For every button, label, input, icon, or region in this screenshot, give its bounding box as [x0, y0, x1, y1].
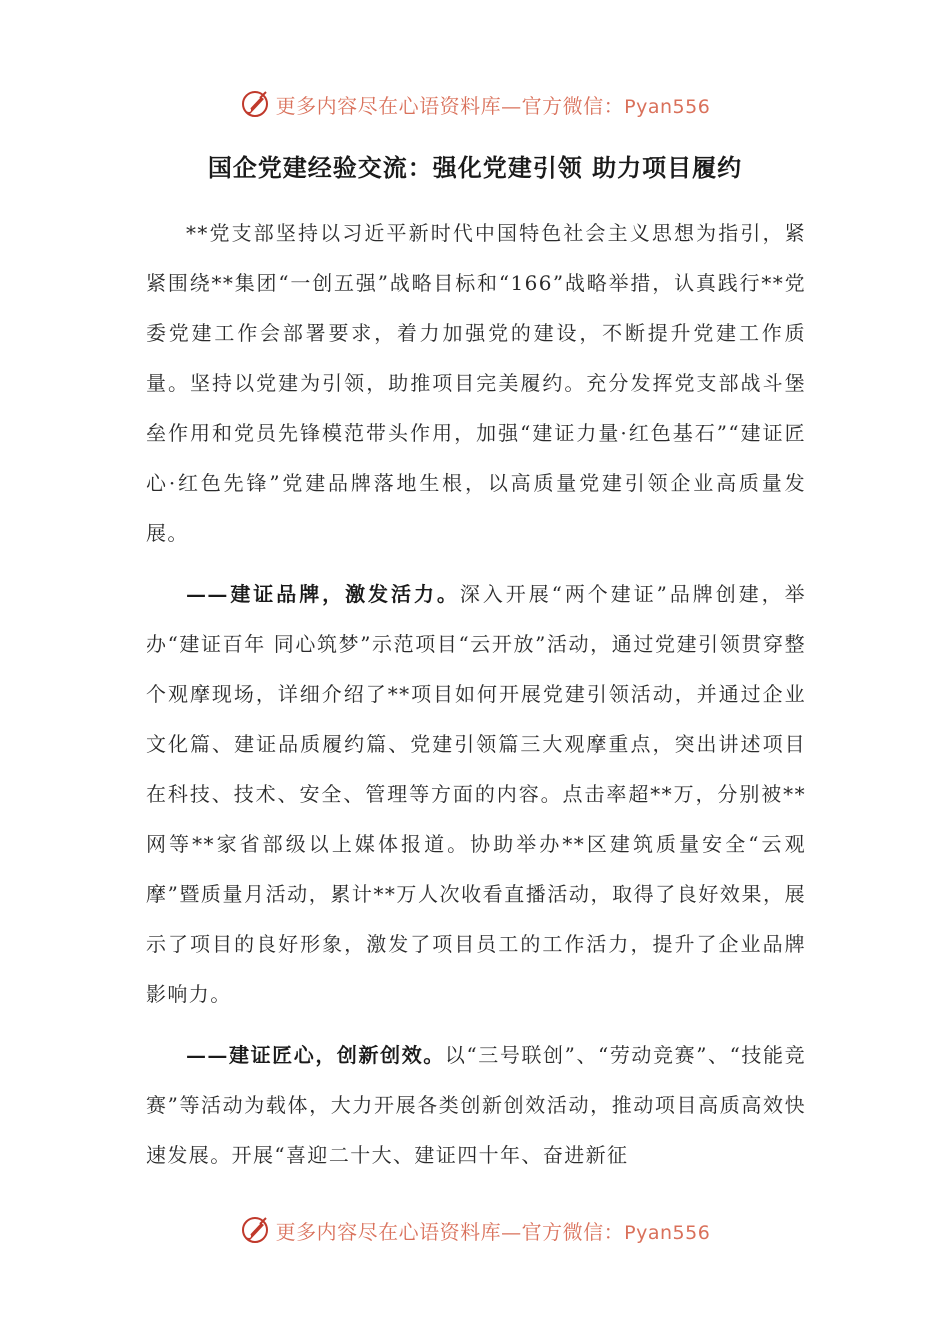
- paragraph-body: 深入开展“两个建证”品牌创建，举办“建证百年 同心筑梦”示范项目“云开放”活动，通过党建引领贯穿整个观摩现场，详细介绍了**项目如何开展党建引领活动，并通过企业文化篇、建证品质履约篇、党建引领篇三大观摩重点，突出讲述项目在科技、技术、安全、管理等方面的内容。点击率超**万，分别被**网等**家省部级以上媒体报道。协助举办**区建筑质量安全“云观摩”暨质量月活动，累计**万人次收看直播活动，取得了良好效果，展示了项目的良好形象，激发了项目员工的工作活力，提升了企业品牌影响力。: [146, 582, 806, 1006]
- document-title: 国企党建经验交流：强化党建引领 助力项目履约: [207, 153, 743, 182]
- quill-pen-icon: [240, 1215, 270, 1245]
- paragraph-brand: [146, 569, 806, 1019]
- banner-handle: Pyan556: [624, 95, 711, 118]
- footer-watermark-banner: [0, 1210, 950, 1250]
- banner-text: 更多内容尽在心语资料库—官方微信：Pyan556: [275, 1219, 711, 1244]
- paragraph-body: 以“三号联创”、“劳动竞赛”、“技能竞赛”等活动为载体，大力开展各类创新创效活动，推动项目高质高效快速发展。开展“喜迎二十大、建证四十年、奋进新征: [146, 1043, 806, 1167]
- paragraph-intro: [146, 208, 806, 558]
- header-watermark-banner: [0, 84, 950, 124]
- quill-pen-icon: [240, 89, 270, 119]
- paragraph-body: **党支部坚持以习近平新时代中国特色社会主义思想为指引，紧紧围绕**集团“一创五强”战略目标和“166”战略举措，认真践行**党委党建工作会部署要求，着力加强党的建设，不断提升党建工作质量。坚持以党建为引领，助推项目完美履约。充分发挥党支部战斗堡垒作用和党员先锋模范带头作用，加强“建证力量·红色基石”“建证匠心·红色先锋”党建品牌落地生根，以高质量党建引领企业高质量发展。: [146, 221, 806, 545]
- paragraph-craftsmanship: [146, 1030, 806, 1180]
- banner-text: 更多内容尽在心语资料库—官方微信：Pyan556: [275, 93, 711, 118]
- banner-handle: Pyan556: [624, 1221, 711, 1244]
- paragraph-lead: ——建证匠心，创新创效。: [186, 1043, 445, 1067]
- document-body: [146, 208, 806, 1191]
- paragraph-lead: ——建证品牌，激发活力。: [186, 582, 460, 606]
